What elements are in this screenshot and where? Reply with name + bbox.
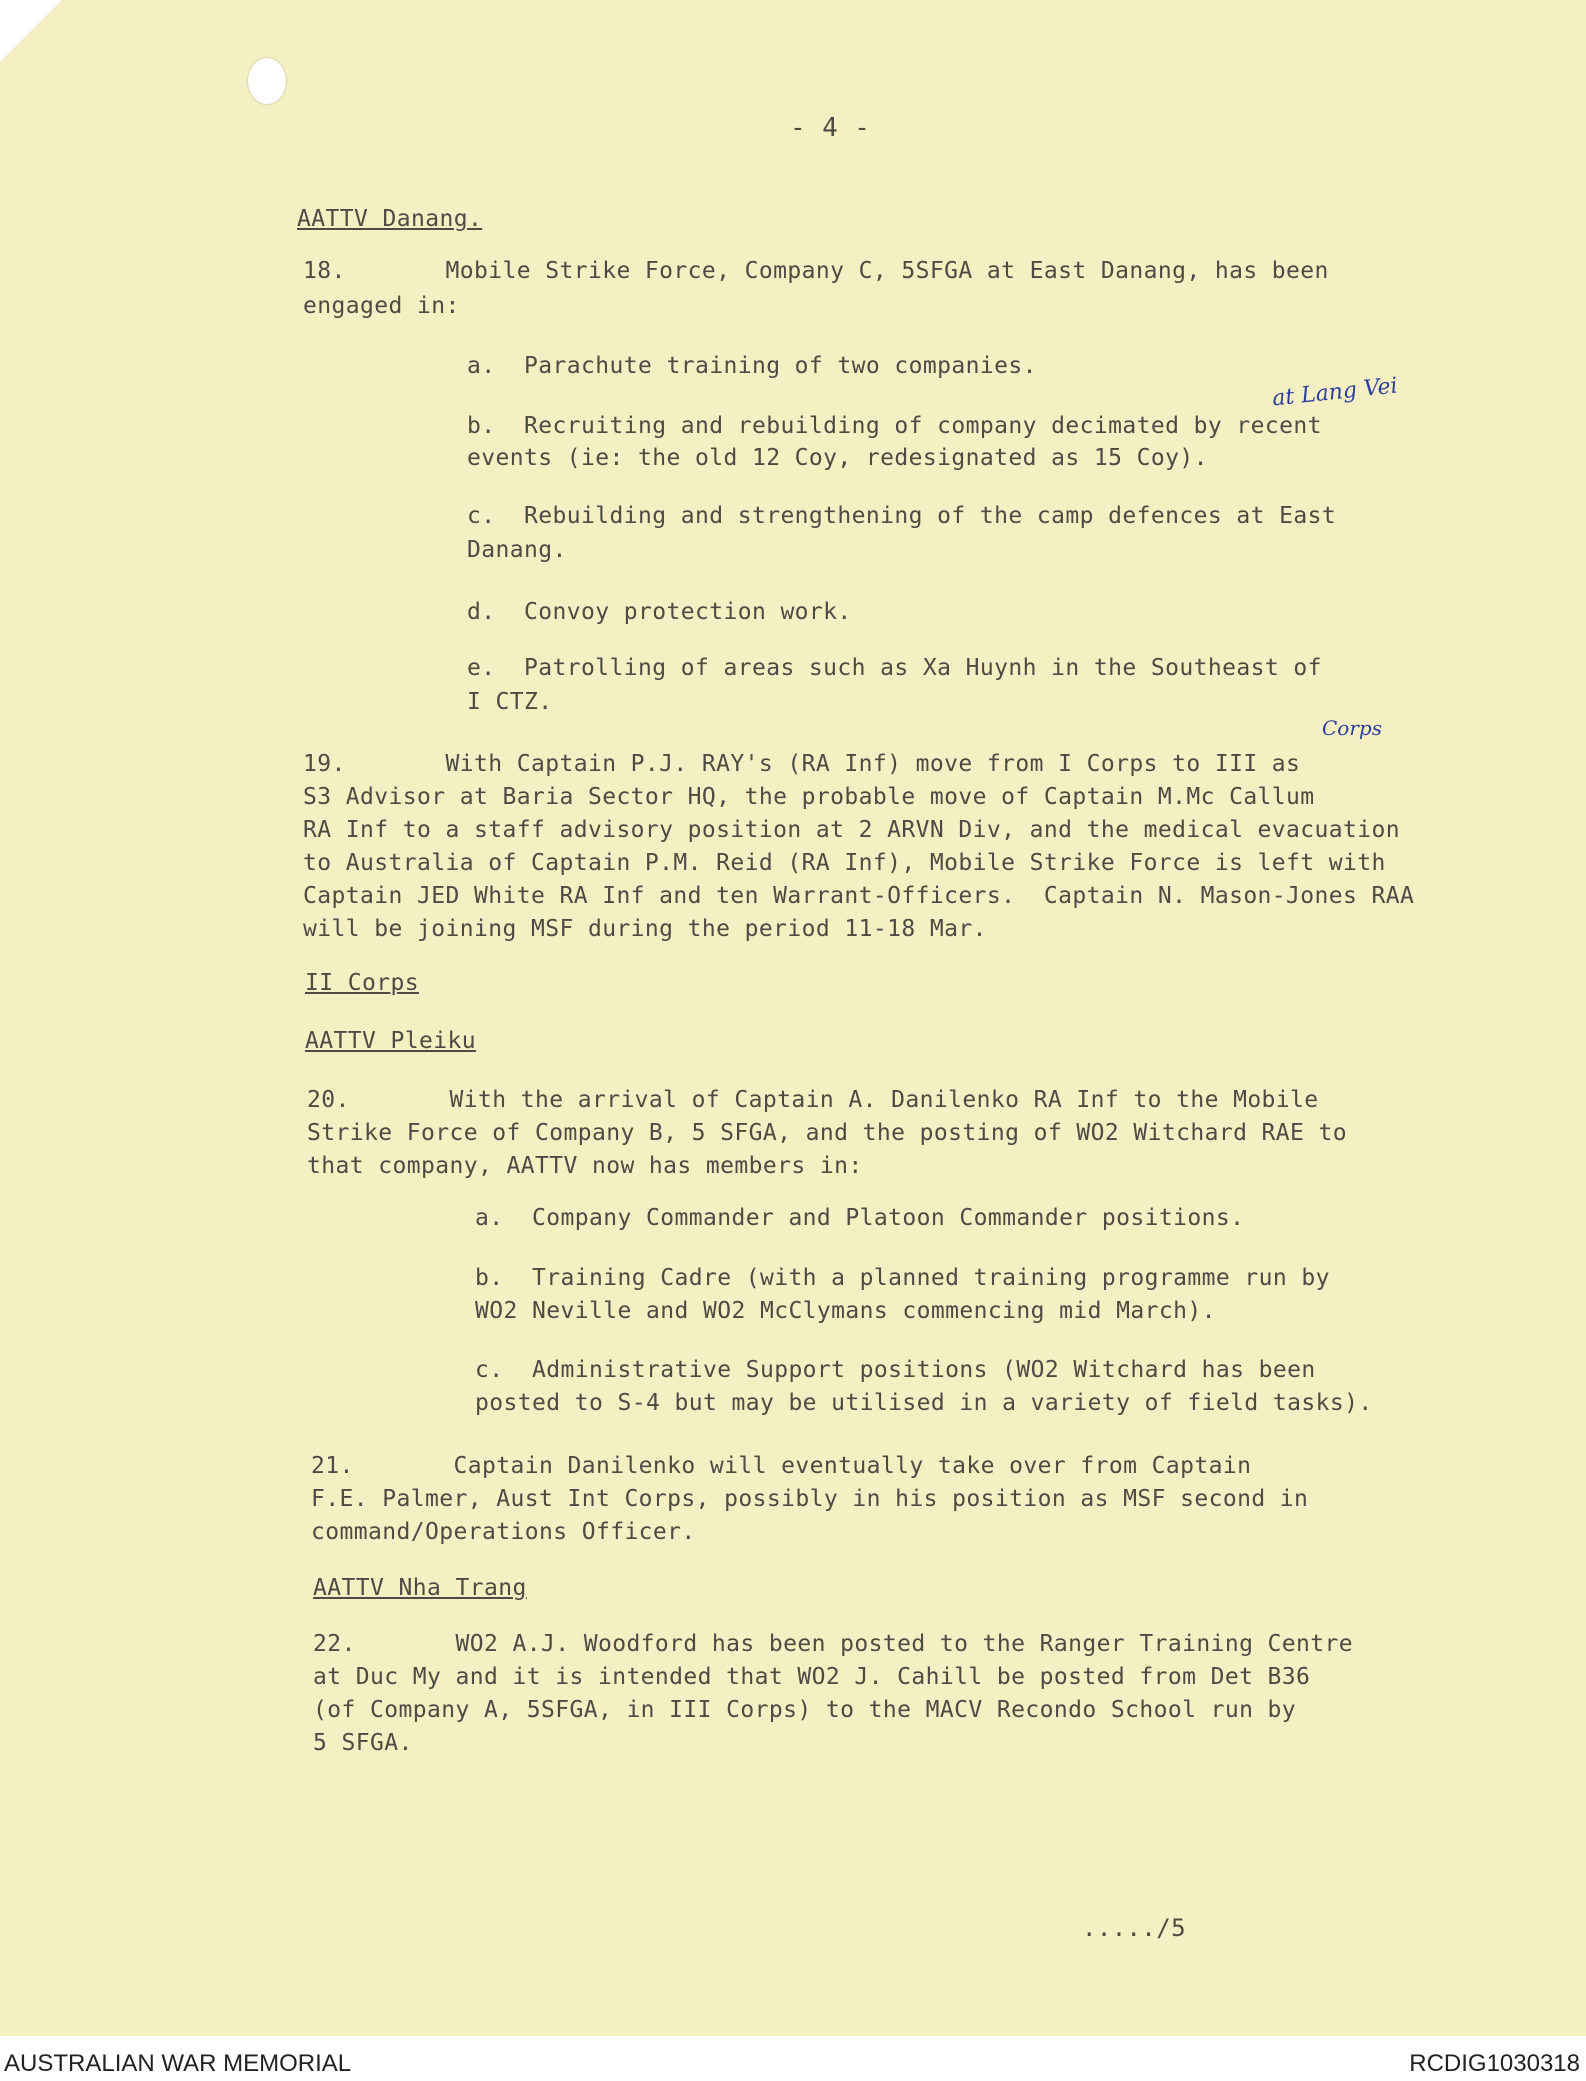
handwritten-note-lang-vei: at Lang Vei	[1271, 373, 1399, 412]
item-20b-line-1: b. Training Cadre (with a planned training programme run by	[475, 1265, 1330, 1291]
item-18c-line-1: c. Rebuilding and strengthening of the camp defences at East	[467, 503, 1337, 529]
paragraph-20-line-1: 20. With the arrival of Captain A. Danilenko RA Inf to the Mobile	[307, 1087, 1319, 1113]
heading-aattv-danang: AATTV Danang.	[297, 206, 483, 232]
item-18a: a. Parachute training of two companies.	[467, 353, 1037, 379]
paragraph-22-line-3: (of Company A, 5SFGA, in III Corps) to the MACV Recondo School run by	[313, 1697, 1297, 1723]
paragraph-19-line-1: 19. With Captain P.J. RAY's (RA Inf) move from I Corps to III as	[303, 751, 1301, 777]
paragraph-19-line-5: Captain JED White RA Inf and ten Warrant-Officers. Captain N. Mason-Jones RAA	[303, 883, 1415, 909]
item-18c-line-2: Danang.	[467, 537, 567, 563]
heading-aattv-pleiku: AATTV Pleiku	[305, 1028, 476, 1054]
paragraph-20-line-3: that company, AATTV now has members in:	[307, 1153, 863, 1179]
punch-hole	[248, 58, 286, 104]
item-18d: d. Convoy protection work.	[467, 599, 852, 625]
paragraph-18-line-1: 18. Mobile Strike Force, Company C, 5SFGA at East Danang, has been	[303, 258, 1329, 284]
item-20c-line-1: c. Administrative Support positions (WO2 Witchard has been	[475, 1357, 1316, 1383]
paragraph-20-line-2: Strike Force of Company B, 5 SFGA, and the posting of WO2 Witchard RAE to	[307, 1120, 1348, 1146]
item-18b-line-2: events (ie: the old 12 Coy, redesignated as 15 Coy).	[467, 445, 1208, 471]
item-18e-line-1: e. Patrolling of areas such as Xa Huynh in the Southeast of	[467, 655, 1322, 681]
item-20c-line-2: posted to S-4 but may be utilised in a variety of field tasks).	[475, 1390, 1373, 1416]
page-number: - 4 -	[790, 113, 871, 143]
footer-institution: AUSTRALIAN WAR MEMORIAL	[4, 2050, 352, 2077]
footer-document-id: RCDIG1030318	[1409, 2050, 1580, 2077]
item-20a: a. Company Commander and Platoon Commander positions.	[475, 1205, 1245, 1231]
item-18e-line-2: I CTZ.	[467, 689, 553, 715]
paragraph-19-line-2: S3 Advisor at Baria Sector HQ, the probable move of Captain M.Mc Callum	[303, 784, 1315, 810]
handwritten-note-corps: Corps	[1322, 716, 1382, 740]
folded-corner	[0, 0, 62, 62]
paragraph-21-line-2: F.E. Palmer, Aust Int Corps, possibly in his position as MSF second in	[311, 1486, 1309, 1512]
paragraph-22-line-2: at Duc My and it is intended that WO2 J. Cahill be posted from Det B36	[313, 1664, 1311, 1690]
paragraph-18-line-2: engaged in:	[303, 293, 460, 319]
paragraph-22-line-1: 22. WO2 A.J. Woodford has been posted to the Ranger Training Centre	[313, 1631, 1354, 1657]
paragraph-21-line-3: command/Operations Officer.	[311, 1519, 696, 1545]
paragraph-19-line-4: to Australia of Captain P.M. Reid (RA Inf), Mobile Strike Force is left with	[303, 850, 1386, 876]
continuation-marker: ...../5	[1082, 1914, 1186, 1942]
paragraph-22-line-4: 5 SFGA.	[313, 1730, 413, 1756]
item-18b-line-1: b. Recruiting and rebuilding of company decimated by recent	[467, 413, 1322, 439]
heading-aattv-nha-trang: AATTV Nha Trang	[313, 1575, 527, 1601]
paragraph-21-line-1: 21. Captain Danilenko will eventually take over from Captain	[311, 1453, 1252, 1479]
paragraph-19-line-6: will be joining MSF during the period 11-18 Mar.	[303, 916, 987, 942]
heading-ii-corps: II Corps	[305, 970, 419, 996]
paragraph-19-line-3: RA Inf to a staff advisory position at 2 ARVN Div, and the medical evacuation	[303, 817, 1401, 843]
item-20b-line-2: WO2 Neville and WO2 McClymans commencing mid March).	[475, 1298, 1216, 1324]
